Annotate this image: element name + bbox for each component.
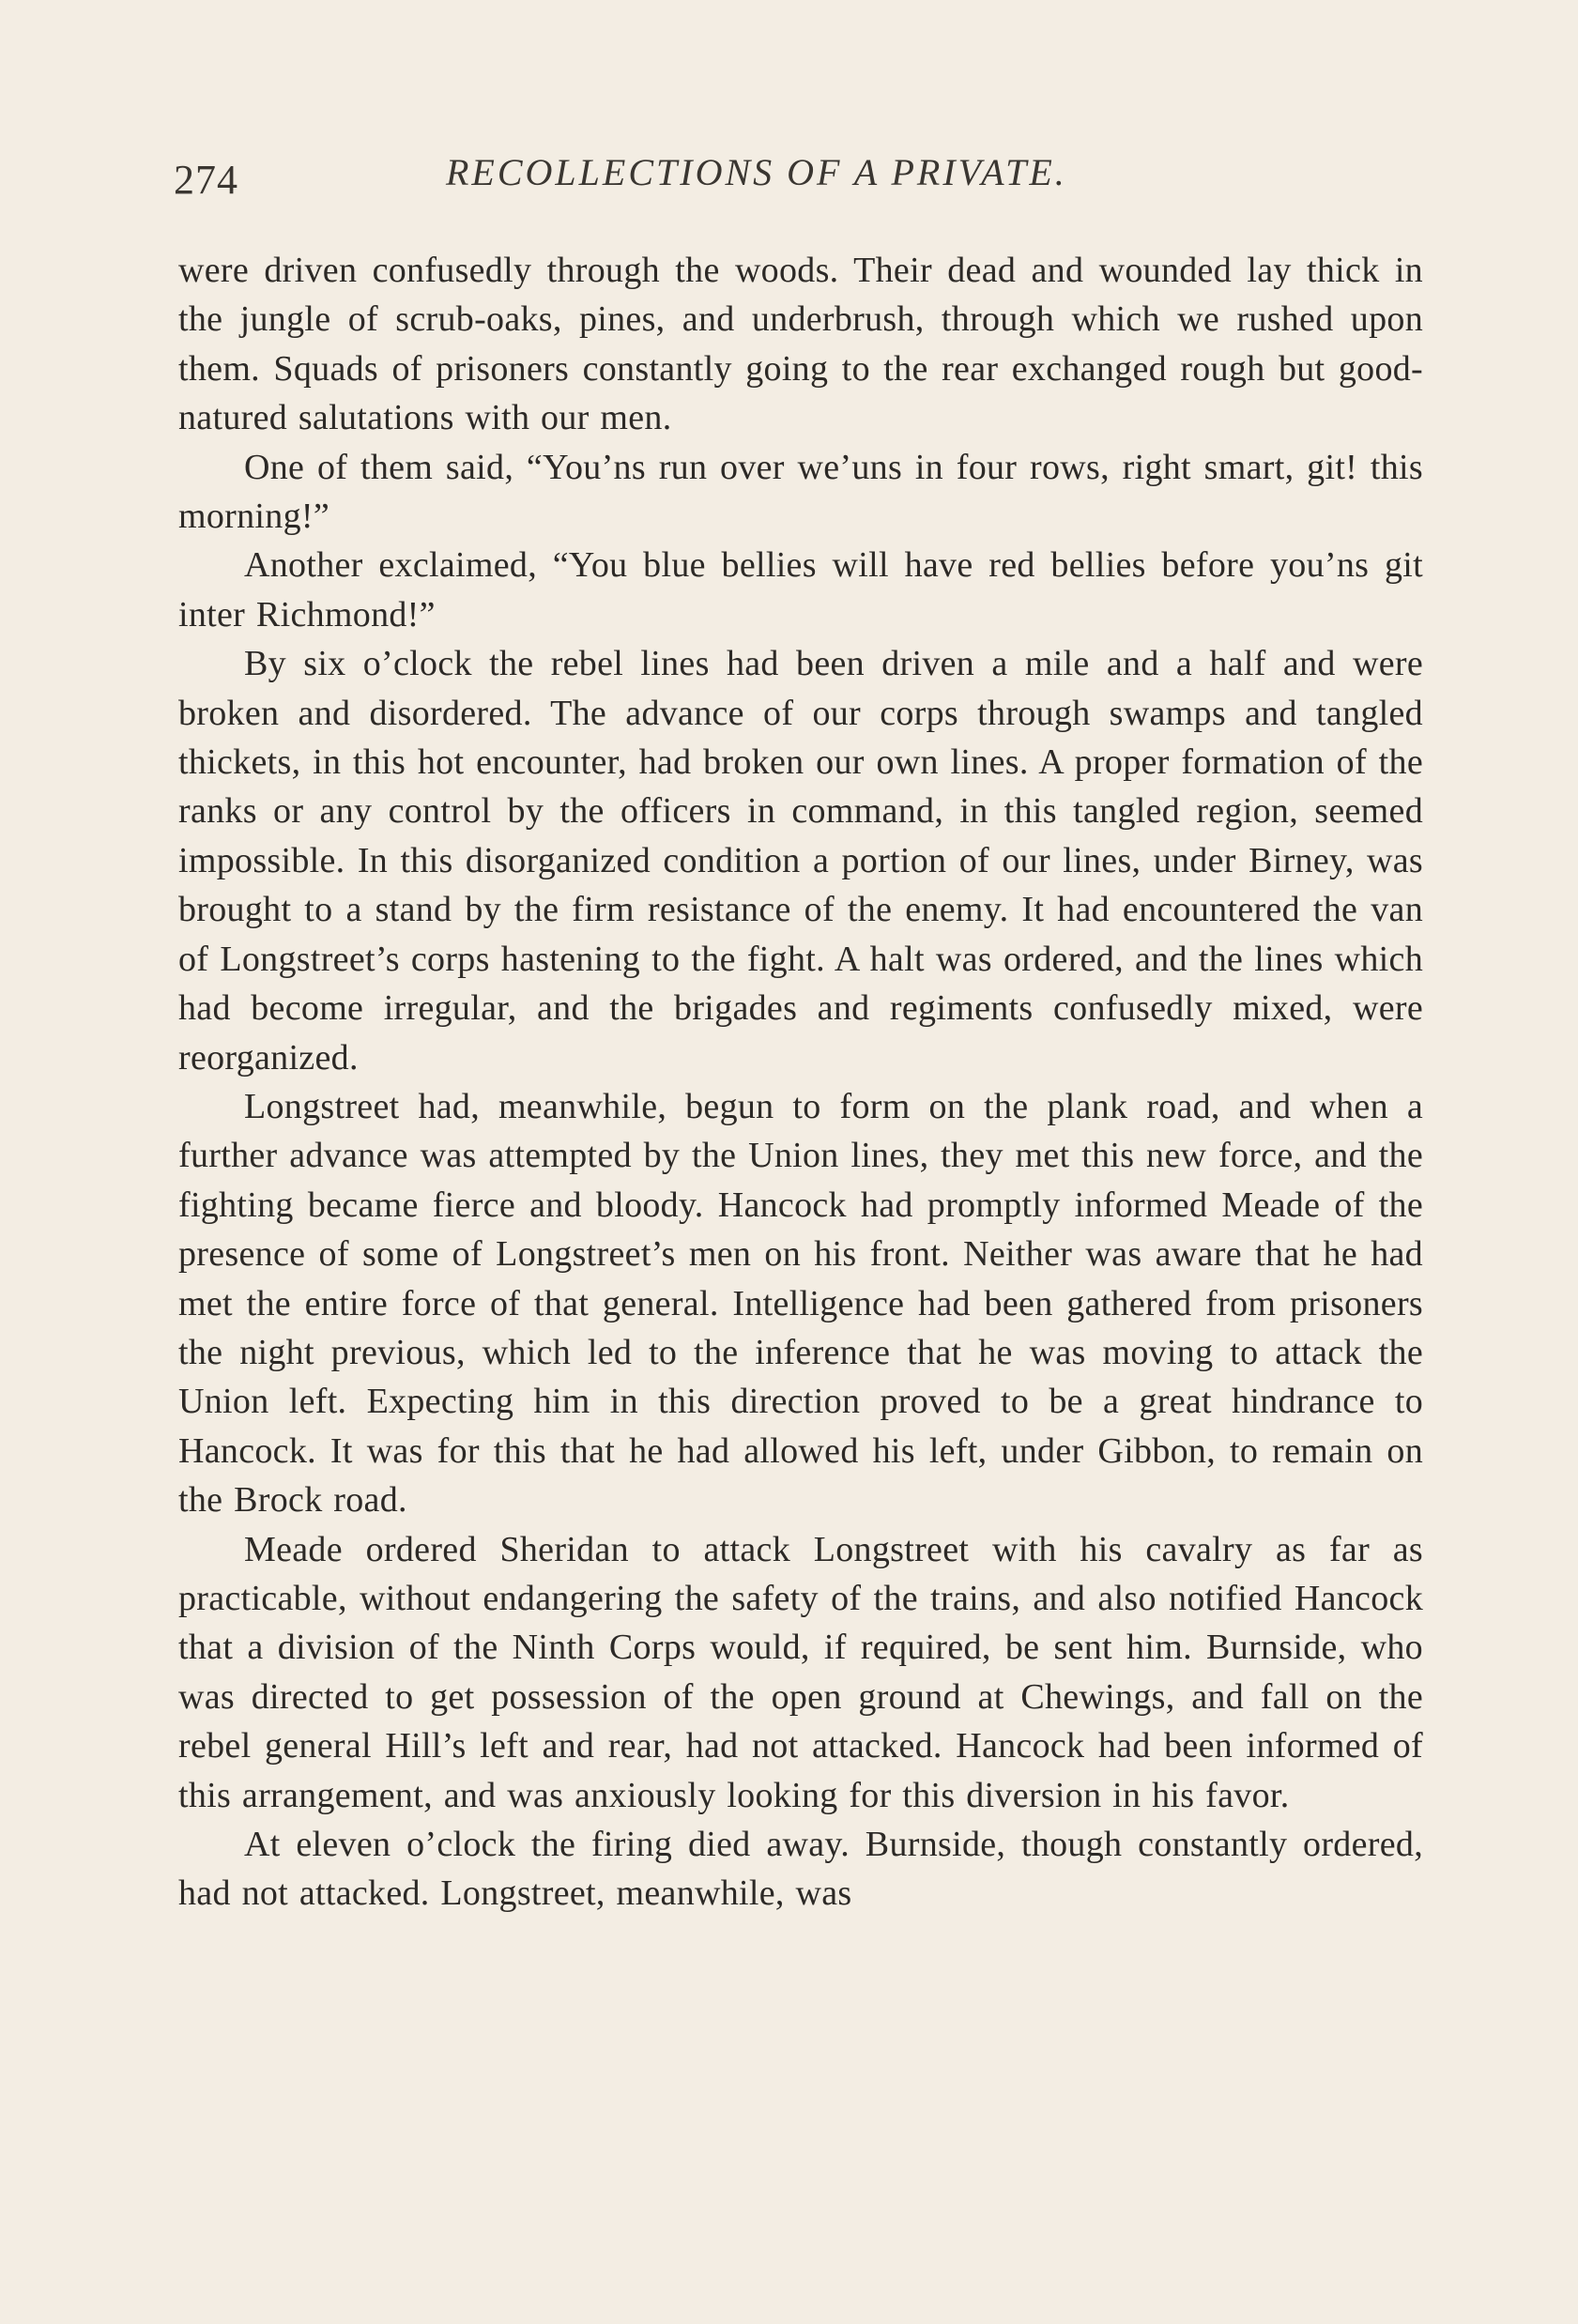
paragraph-continued: were driven confusedly through the woods. Their dead and wounded lay thick in the jungle of scrub-oaks, pines, and underbrush, through which we rushed upon them. Squads of prisoners constantly going to the rear exchanged rough but good-natured salutations with our men. xyxy=(178,251,1423,438)
paragraph: One of them said, “You’ns run over we’uns in four rows, right smart, git! this morning!” xyxy=(178,447,1423,537)
paragraph-truncated: At eleven o’clock the firing died away. Burnside, though constantly ordered, had not attacked. Longstreet, meanwhile, was xyxy=(178,1825,1423,1914)
paragraph: By six o’clock the rebel lines had been driven a mile and a half and were broken and disordered. The advance of our corps through swamps and tangled thickets, in this hot encounter, had broken our own lines. A proper formation of the ranks or any control by the officers in command, in this tangled region, seemed impossible. In this disorganized condition a portion of our lines, under Birney, was brought to a stand by the firm resistance of the enemy. It had encountered the van of Longstreet’s corps hastening to the fight. A halt was ordered, and the lines which had become irregular, and the brigades and regiments confusedly mixed, were reorganized. xyxy=(178,644,1423,1078)
paragraph: Another exclaimed, “You blue bellies will have red bellies before you’ns git inter Richmond!” xyxy=(178,545,1423,635)
paragraph: Longstreet had, meanwhile, begun to form on the plank road, and when a further advance was attempted by the Union lines, they met this new force, and the fighting became fierce and bloody. Hancock had promptly informed Meade of the presence of some of Longstreet’s men on his front. Neither was aware that he had met the entire force of that general. Intelligence had been gathered from prisoners the night previous, which led to the inference that he was moving to attack the Union left. Expecting him in this direction proved to be a great hindrance to Hancock. It was for this that he had allowed his left, under Gibbon, to remain on the Brock road. xyxy=(178,1086,1423,1521)
body-text xyxy=(178,246,1423,1919)
running-title: RECOLLECTIONS OF A PRIVATE. xyxy=(446,151,1067,193)
paragraph: Meade ordered Sheridan to attack Longstreet with his cavalry as far as practicable, without endangering the safety of the trains, and also notified Hancock that a division of the Ninth Corps would, if required, be sent him. Burnside, who was directed to get possession of the open ground at Chewings, and fall on the rebel general Hill’s left and rear, had not attacked. Hancock had been informed of this arrangement, and was anxiously looking for this diversion in his favor. xyxy=(178,1529,1423,1815)
page-number: 274 xyxy=(174,157,238,203)
running-head xyxy=(174,150,1159,216)
